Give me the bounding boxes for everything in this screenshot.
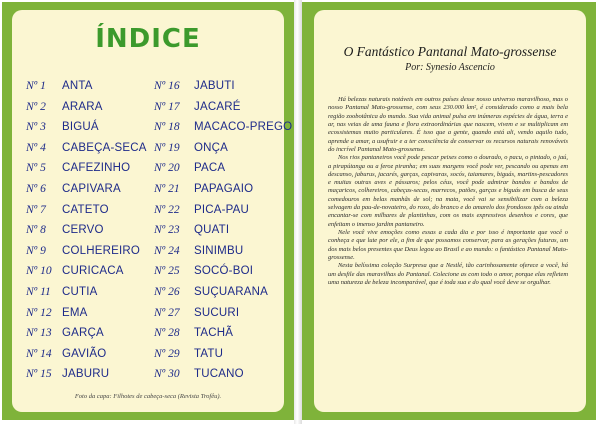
index-entry — [26, 97, 147, 118]
index-entry-number: Nº 17 — [154, 100, 180, 113]
index-entry — [154, 323, 292, 344]
index-entry-number: Nº 27 — [154, 306, 180, 319]
index-entry-name: JABURU — [62, 368, 110, 381]
index-entry-number: Nº 4 — [26, 141, 46, 154]
index-entry-name: BIGUÁ — [62, 121, 99, 134]
book-gutter — [294, 0, 302, 424]
index-entry-number: Nº 18 — [154, 121, 180, 134]
index-entry-name: SINIMBU — [194, 244, 244, 257]
index-panel — [12, 10, 293, 412]
index-entry — [154, 179, 292, 200]
index-entry — [154, 200, 292, 221]
index-entry — [154, 97, 292, 118]
index-entry — [26, 220, 147, 241]
index-entry-number: Nº 20 — [154, 162, 180, 175]
index-column-2 — [154, 76, 292, 385]
index-entry-number: Nº 23 — [154, 224, 180, 237]
index-entry-name: PACA — [194, 162, 226, 175]
index-entry — [26, 261, 147, 282]
index-entry — [154, 303, 292, 324]
index-entry-name: COLHEREIRO — [62, 244, 141, 257]
story-author: Por: Synesio Ascencio — [405, 62, 495, 73]
index-entry-number: Nº 13 — [26, 327, 52, 340]
index-entry-name: QUATI — [194, 224, 230, 237]
index-entry-number: Nº 19 — [154, 141, 180, 154]
index-entry-number: Nº 1 — [26, 80, 46, 92]
index-entry — [154, 364, 292, 385]
index-entry-name: JABUTI — [194, 80, 235, 92]
index-entry-name: CURICACA — [62, 265, 124, 278]
index-entry-number: Nº 10 — [26, 265, 52, 278]
index-entry-name: ARARA — [62, 100, 103, 113]
index-entry-number: Nº 26 — [154, 285, 180, 298]
index-entry — [26, 138, 147, 159]
index-column-1 — [26, 76, 147, 385]
index-entry-name: EMA — [62, 306, 88, 319]
index-entry-name: ANTA — [62, 80, 93, 92]
index-entry-name: PAPAGAIO — [194, 182, 254, 195]
index-title: ÍNDICE — [95, 24, 201, 54]
cover-photo-caption: Foto da capa: Filhotes de cabeça-seca (Revista Trofêu). — [74, 393, 222, 400]
index-entry — [154, 344, 292, 365]
index-entry — [26, 200, 147, 221]
index-entry-name: CUTIA — [62, 285, 98, 298]
index-entry-number: Nº 8 — [26, 224, 46, 237]
index-entry-number: Nº 9 — [26, 244, 46, 257]
index-entry-name: GARÇA — [62, 327, 104, 340]
story-page — [302, 2, 596, 420]
index-entry-number: Nº 28 — [154, 327, 180, 340]
story-body — [328, 96, 568, 287]
index-entry-name: CAPIVARA — [62, 182, 121, 195]
index-entry — [26, 344, 147, 365]
index-entry-number: Nº 30 — [154, 368, 180, 381]
index-entry — [26, 76, 147, 97]
story-title: O Fantástico Pantanal Mato-grossense — [343, 44, 557, 59]
index-entry-number: Nº 11 — [26, 285, 51, 298]
index-entry-number: Nº 21 — [154, 182, 180, 195]
index-entry-name: CAFEZINHO — [62, 162, 131, 175]
index-entry — [154, 220, 292, 241]
index-entry-number: Nº 22 — [154, 203, 180, 216]
index-entry-name: CERVO — [62, 224, 104, 237]
index-entry-number: Nº 14 — [26, 347, 52, 360]
index-entry — [26, 241, 147, 262]
index-entry — [26, 303, 147, 324]
index-entry — [154, 241, 292, 262]
story-paragraph: Há belezas naturais notáveis em outros países desse nosso universo maravilhoso, mas o nosso Pantanal Mato-grossense, com seus 230.000 km², é considerado como a mais bela região zoobotânica do mundo. Sua vida animal pulsa em inúmeras espécies de água, terra e ar, nas veias de uma fauna e flora extraordinárias que nascem, vivem e se multiplicam em ecossistemas muito particulares. É isso que a gente, quando está ali, vendo aquilo tudo, aprende a amar, a usufruir e a ter consciência de conservar os recursos naturais renováveis do incrível Pantanal Mato-grossense. — [328, 96, 568, 153]
index-entry-name: PICA-PAU — [194, 203, 250, 216]
index-entry — [154, 282, 292, 303]
index-entry-number: Nº 15 — [26, 368, 52, 381]
index-entry — [26, 179, 147, 200]
index-entry-number: Nº 16 — [154, 80, 180, 92]
index-entry — [26, 323, 147, 344]
index-entry-number: Nº 7 — [26, 203, 46, 216]
index-entry — [154, 158, 292, 179]
index-entry-name: CABEÇA-SECA — [62, 141, 147, 154]
index-entry — [154, 76, 292, 97]
index-entry — [154, 261, 292, 282]
story-paragraph: Nos rios pantaneiros você pode pescar peixes como o dourado, o pacu, o pintado, o jaú, a pirapútanga ou a feroz piranha; em suas margens você pode ver, pescando ou apenas em descanso, jaburus, jacarés, garças, capivaras, socós, taiamares, biguás, martins-pescadores e muitas outras aves e pássaros; pelos céus, você pode admirar bandos e bandos de maçaricos, colhereiros, cabeças-secas, marrecos, patões, garças e biguás em busca de seus comedouros em belas manhãs de sol; na mata, você vai se sensibilizar com a beleza selvagem da pau-de-novateiro, do roxo, do branco e do amarelo dos frondosos ipês ou ainda encantar-se com milhares de plantinhas, com os mais expressivos desenhos e cores, que enfeitam o imenso jardim pantaneiro. — [328, 154, 568, 228]
index-entry — [26, 117, 147, 138]
index-entry-name: GAVIÃO — [62, 347, 107, 360]
index-entry — [154, 117, 292, 138]
story-paragraph: Nele você vive emoções como essas a cada dia e por isso é importante que você o conheça e que lute por ele, a fim de que possamos conservar, para as gerações futuras, um dos mais belos presentes que Deus legou ao Brasil e ao mundo: o fantástico Pantanal Mato-grossense. — [328, 229, 568, 261]
index-entry-name: MACACO-PREGO — [194, 121, 293, 134]
index-entry — [26, 158, 147, 179]
index-entry-name: TATU — [194, 347, 224, 360]
index-entry-name: SUCURI — [194, 306, 240, 319]
index-entry-number: Nº 3 — [26, 121, 46, 134]
index-entry-number: Nº 5 — [26, 162, 46, 175]
index-entry — [26, 282, 147, 303]
index-entry-number: Nº 25 — [154, 265, 180, 278]
index-entry-name: ONÇA — [194, 141, 229, 154]
index-entry-name: SUÇUARANA — [194, 285, 269, 298]
index-entry-name: CATETO — [62, 203, 109, 216]
index-entry — [26, 364, 147, 385]
story-paragraph: Nesta belíssima coleção Surpresa que a Nestlé, tão carinhosamente oferece a você, há um desfile das maravilhas do Pantanal. Colecione as com todo o amor, porque elas refletem uma natureza de beleza incomparável, que é toda sua e do qual você deve se orgulhar. — [328, 262, 568, 286]
index-entry-name: TUCANO — [194, 368, 244, 381]
index-entry-number: Nº 2 — [26, 100, 46, 113]
index-entry-name: TACHÃ — [194, 327, 234, 340]
index-entry-number: Nº 29 — [154, 347, 180, 360]
index-entry-number: Nº 12 — [26, 306, 52, 319]
index-entry-name: SOCÓ-BOI — [194, 265, 254, 278]
index-page — [2, 2, 294, 420]
index-entry-number: Nº 6 — [26, 182, 46, 195]
index-entry — [154, 138, 292, 159]
index-entry-name: JACARÉ — [194, 100, 241, 113]
story-panel — [314, 10, 586, 412]
index-entry-number: Nº 24 — [154, 244, 180, 257]
